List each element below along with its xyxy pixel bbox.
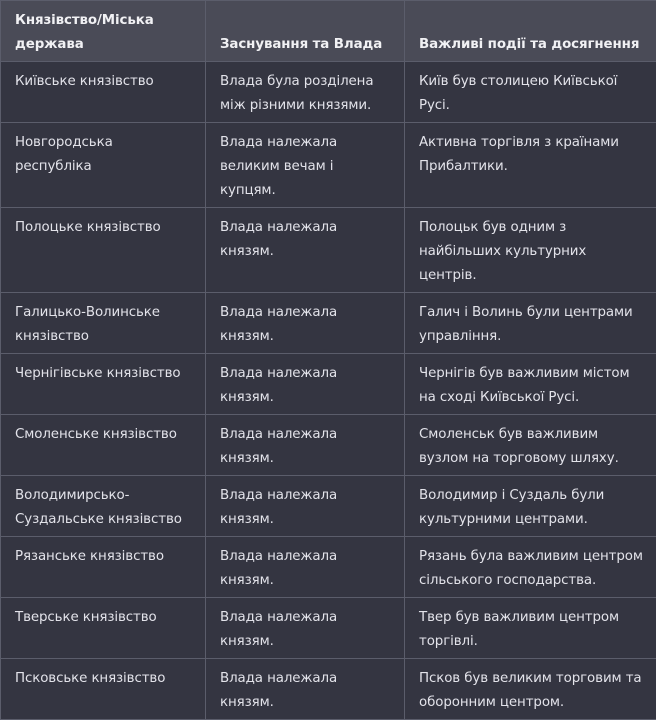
table-row bbox=[1, 476, 656, 537]
cell-principality: Галицько-Волинське князівство bbox=[1, 293, 206, 354]
header-founding-power: Заснування та Влада bbox=[206, 1, 405, 62]
cell-founding-power: Влада належала князям. bbox=[206, 208, 405, 293]
cell-events: Смоленськ був важливим вузлом на торговому шляху. bbox=[405, 415, 656, 476]
cell-events: Твер був важливим центром торгівлі. bbox=[405, 598, 656, 659]
cell-principality: Полоцьке князівство bbox=[1, 208, 206, 293]
cell-founding-power: Влада належала князям. bbox=[206, 415, 405, 476]
cell-founding-power: Влада належала князям. bbox=[206, 293, 405, 354]
table-row bbox=[1, 62, 656, 123]
cell-events: Галич і Волинь були центрами управління. bbox=[405, 293, 656, 354]
cell-events: Псков був великим торговим та оборонним центром. bbox=[405, 659, 656, 720]
header-principality: Князівство/Міська держава bbox=[1, 1, 206, 62]
cell-events: Київ був столицею Київської Русі. bbox=[405, 62, 656, 123]
header-events-achievements: Важливі події та досягнення bbox=[405, 1, 656, 62]
table-row bbox=[1, 208, 656, 293]
table-row bbox=[1, 537, 656, 598]
cell-principality: Новгородська республіка bbox=[1, 123, 206, 208]
cell-principality: Рязанське князівство bbox=[1, 537, 206, 598]
cell-events: Чернігів був важливим містом на сході Київської Русі. bbox=[405, 354, 656, 415]
cell-principality: Чернігівське князівство bbox=[1, 354, 206, 415]
cell-principality: Смоленське князівство bbox=[1, 415, 206, 476]
cell-founding-power: Влада належала князям. bbox=[206, 537, 405, 598]
table-row bbox=[1, 659, 656, 720]
cell-founding-power: Влада належала князям. bbox=[206, 598, 405, 659]
table-row bbox=[1, 123, 656, 208]
cell-founding-power: Влада була розділена між різними князями. bbox=[206, 62, 405, 123]
table-row bbox=[1, 293, 656, 354]
cell-principality: Володимирсько-Суздальське князівство bbox=[1, 476, 206, 537]
cell-events: Рязань була важливим центром сільського господарства. bbox=[405, 537, 656, 598]
cell-events: Активна торгівля з країнами Прибалтики. bbox=[405, 123, 656, 208]
table-header-row bbox=[1, 1, 656, 62]
cell-events: Полоцьк був одним з найбільших культурних центрів. bbox=[405, 208, 656, 293]
cell-principality: Тверське князівство bbox=[1, 598, 206, 659]
table-row bbox=[1, 354, 656, 415]
cell-principality: Псковське князівство bbox=[1, 659, 206, 720]
cell-events: Володимир і Суздаль були культурними центрами. bbox=[405, 476, 656, 537]
cell-principality: Київське князівство bbox=[1, 62, 206, 123]
cell-founding-power: Влада належала князям. bbox=[206, 354, 405, 415]
cell-founding-power: Влада належала князям. bbox=[206, 659, 405, 720]
table-row bbox=[1, 415, 656, 476]
cell-founding-power: Влада належала великим вечам і купцям. bbox=[206, 123, 405, 208]
table-row bbox=[1, 598, 656, 659]
cell-founding-power: Влада належала князям. bbox=[206, 476, 405, 537]
